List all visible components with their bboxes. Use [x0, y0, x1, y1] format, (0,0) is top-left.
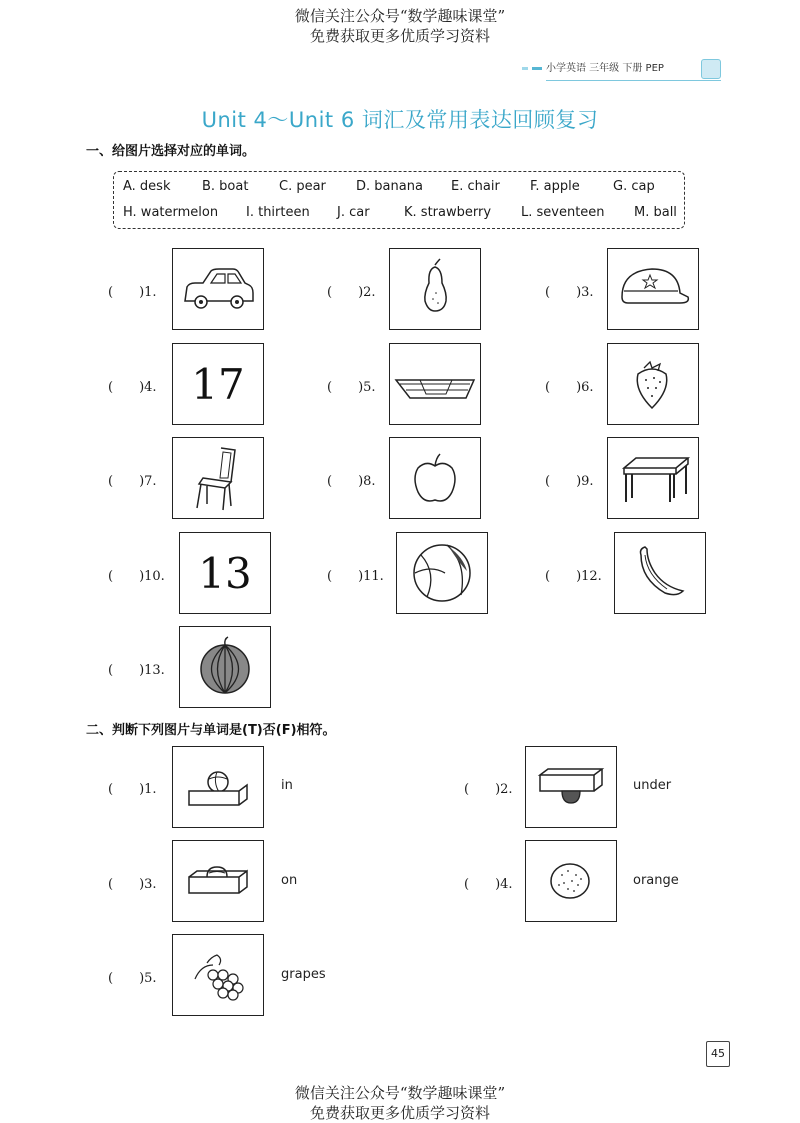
word-option: I. thirteen: [246, 205, 310, 220]
word-option: A. desk: [123, 179, 171, 194]
page-number: 45: [706, 1041, 730, 1067]
car-icon: [173, 249, 263, 329]
word-option: J. car: [337, 205, 370, 220]
picture-box: [172, 746, 264, 828]
answer-blank[interactable]: ( )2.: [464, 782, 513, 797]
orange-icon: [526, 841, 616, 921]
section1-heading: 一、给图片选择对应的单词。: [86, 144, 256, 159]
number-thirteen: 13: [198, 548, 252, 598]
ball-on-box-icon: [173, 841, 263, 921]
header-series-tag: [546, 58, 721, 81]
answer-blank[interactable]: ( )3.: [108, 877, 157, 892]
picture-box: [172, 437, 264, 519]
picture-box: [389, 437, 481, 519]
word-option: B. boat: [202, 179, 249, 194]
picture-box: [607, 248, 699, 330]
picture-box: [614, 532, 706, 614]
section2-heading: 二、判断下列图片与单词是(T)否(F)相符。: [86, 723, 336, 738]
word-option: F. apple: [530, 179, 580, 194]
top-watermark-line2: 免费获取更多优质学习资料: [309, 27, 490, 45]
answer-blank[interactable]: ( )1.: [108, 782, 157, 797]
picture-box: [179, 626, 271, 708]
picture-box: [172, 840, 264, 922]
word-option: M. ball: [634, 205, 677, 220]
picture-box: [172, 934, 264, 1016]
picture-box: [389, 248, 481, 330]
header-decor-bar: [522, 67, 528, 70]
watermelon-icon: [180, 627, 270, 707]
boat-icon: [390, 344, 480, 424]
word-option: K. strawberry: [404, 205, 492, 220]
ball-icon: [397, 533, 487, 613]
answer-blank[interactable]: ( )4.: [108, 380, 157, 395]
word-bank: [113, 171, 685, 229]
strawberry-icon: [608, 344, 698, 424]
ball-in-box-icon: [173, 747, 263, 827]
picture-box: [525, 746, 617, 828]
grapes-icon: [173, 935, 263, 1015]
banana-icon: [615, 533, 705, 613]
tf-word: orange: [633, 873, 679, 888]
answer-blank[interactable]: ( )4.: [464, 877, 513, 892]
bottom-watermark-line1: 微信关注公众号“数学趣味课堂”: [294, 1084, 506, 1102]
desk-icon: [608, 438, 698, 518]
word-option: G. cap: [613, 179, 655, 194]
bottom-watermark-line2: 免费获取更多优质学习资料: [309, 1104, 490, 1122]
picture-box: [389, 343, 481, 425]
picture-box: [607, 343, 699, 425]
picture-box: [396, 532, 488, 614]
picture-box: [172, 343, 264, 425]
tf-word: in: [281, 778, 293, 793]
ball-under-box-icon: [526, 747, 616, 827]
page-title: Unit 4～Unit 6 词汇及常用表达回顾复习: [201, 108, 599, 132]
chair-icon: [173, 438, 263, 518]
tf-word: on: [281, 873, 298, 888]
answer-blank[interactable]: ( )8.: [327, 474, 376, 489]
answer-blank[interactable]: ( )13.: [108, 663, 165, 678]
word-option: D. banana: [356, 179, 423, 194]
answer-blank[interactable]: ( )6.: [545, 380, 594, 395]
tf-word: grapes: [281, 967, 326, 982]
picture-box: [525, 840, 617, 922]
word-option: H. watermelon: [123, 205, 219, 220]
top-watermark-line1: 微信关注公众号“数学趣味课堂”: [294, 7, 506, 25]
answer-blank[interactable]: ( )10.: [108, 569, 165, 584]
tf-word: under: [633, 778, 672, 793]
answer-blank[interactable]: ( )1.: [108, 285, 157, 300]
mascot-icon: [701, 59, 721, 79]
picture-box: [179, 532, 271, 614]
answer-blank[interactable]: ( )9.: [545, 474, 594, 489]
answer-blank[interactable]: ( )2.: [327, 285, 376, 300]
apple-icon: [390, 438, 480, 518]
answer-blank[interactable]: ( )3.: [545, 285, 594, 300]
picture-box: [172, 248, 264, 330]
header-series-text: 小学英语 三年级 下册 PEP: [546, 63, 664, 74]
answer-blank[interactable]: ( )7.: [108, 474, 157, 489]
number-seventeen: 17: [191, 359, 245, 409]
answer-blank[interactable]: ( )12.: [545, 569, 602, 584]
answer-blank[interactable]: ( )11.: [327, 569, 384, 584]
word-option: L. seventeen: [521, 205, 605, 220]
word-option: C. pear: [279, 179, 326, 194]
pear-icon: [390, 249, 480, 329]
header-decor-bar: [532, 67, 542, 70]
picture-box: [607, 437, 699, 519]
word-option: E. chair: [451, 179, 500, 194]
cap-icon: [608, 249, 698, 329]
answer-blank[interactable]: ( )5.: [327, 380, 376, 395]
answer-blank[interactable]: ( )5.: [108, 971, 157, 986]
